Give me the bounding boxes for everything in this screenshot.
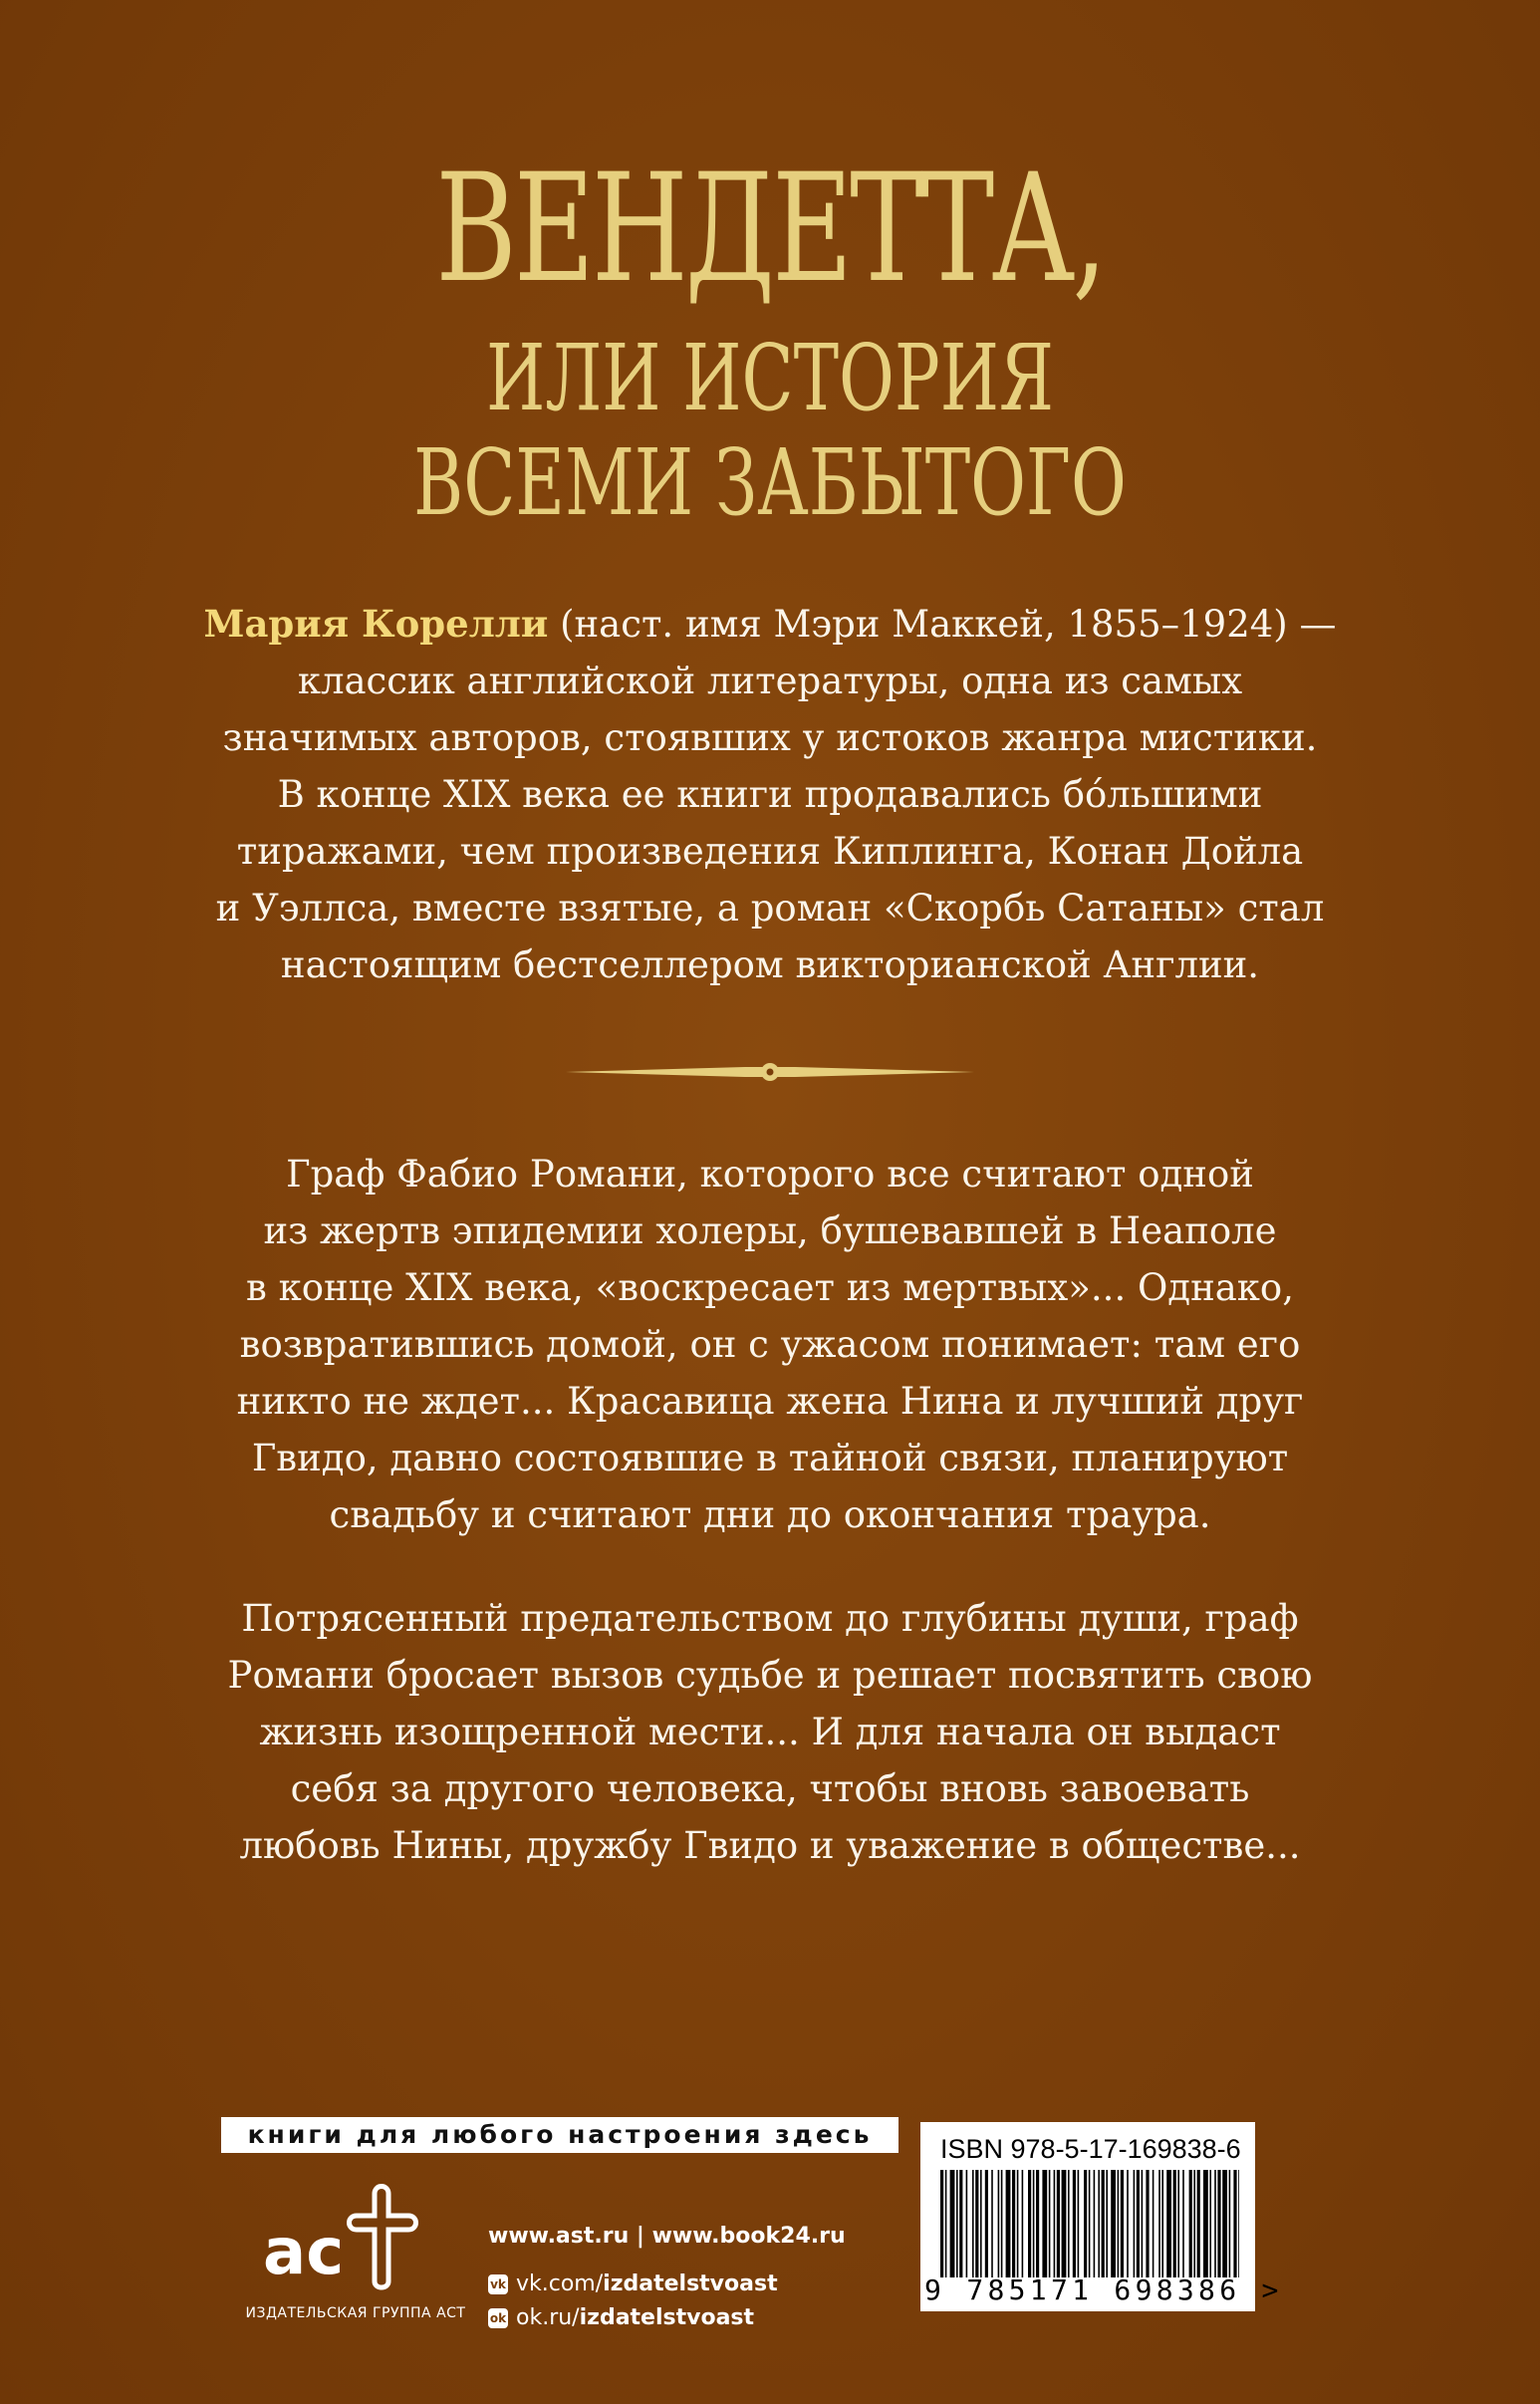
synopsis-line: Романи бросает вызов судьбе и решает посвятить свою — [227, 1654, 1313, 1697]
author-bio — [120, 596, 1420, 993]
barcode-bar — [1073, 2170, 1076, 2277]
barcode-bar — [1062, 2170, 1067, 2277]
ok-icon: ok — [488, 2308, 508, 2328]
barcode-bar — [1084, 2170, 1087, 2277]
synopsis-line: в конце XIX века, «воскресает из мертвых»... Однако, — [246, 1266, 1294, 1309]
barcode-bar — [1177, 2170, 1179, 2277]
barcode-bar — [1137, 2170, 1140, 2277]
barcode-bar — [1006, 2170, 1011, 2277]
barcode-bar — [1173, 2170, 1176, 2277]
publisher-name: ИЗДАТЕЛЬСКАЯ ГРУППА АСТ — [245, 2305, 466, 2321]
barcode-bar — [1054, 2170, 1056, 2277]
barcode-bar — [1033, 2170, 1035, 2277]
barcode-bar — [1203, 2170, 1208, 2277]
ast-logo-icon — [257, 2174, 436, 2293]
synopsis-line: свадьбу и считают дни до окончания траура. — [329, 1493, 1211, 1536]
barcode-bar — [959, 2170, 962, 2277]
barcode-bar — [1049, 2170, 1051, 2277]
title-line-3: ВСЕМИ ЗАБЫТОГО — [413, 429, 1127, 536]
synopsis-paragraph-1 — [120, 1146, 1420, 1543]
svg-text:ac: ac — [263, 2216, 345, 2289]
barcode-bar — [1146, 2170, 1149, 2277]
barcode-bar — [1127, 2170, 1129, 2277]
synopsis-line: никто не ждет... Красавица жена Нина и лучший друг — [236, 1380, 1304, 1423]
author-bio-line: значимых авторов, стоявших у истоков жанра мистики. — [222, 716, 1318, 759]
synopsis-line: Потрясенный предательством до глубины души, граф — [241, 1597, 1299, 1640]
title-line-1: ВЕНДЕТТА, — [435, 142, 1105, 316]
barcode-label — [920, 2122, 1283, 2311]
synopsis-line: любовь Нины, дружбу Гвидо и уважение в обществе... — [239, 1824, 1301, 1867]
barcode-bar — [1068, 2170, 1070, 2277]
slogan-banner: книги для любого настроения здесь — [221, 2117, 898, 2153]
barcode-bar — [966, 2170, 968, 2277]
barcode-bar — [1233, 2170, 1236, 2277]
vk-icon: vk — [488, 2274, 508, 2294]
ornament-divider — [566, 1056, 974, 1088]
author-bio-line: и Уэллса, вместе взятые, а роман «Скорбь Сатаны» стал — [215, 887, 1325, 930]
vk-link[interactable]: vk vk.com/ izdatelstvoast — [488, 2271, 778, 2296]
title-line-2: ИЛИ ИСТОРИЯ — [485, 325, 1055, 431]
barcode-bar — [1238, 2170, 1239, 2277]
barcode-bar — [956, 2170, 958, 2277]
barcode-bar — [1057, 2170, 1060, 2277]
author-bio-line: настоящим бестселлером викторианской Англии. — [280, 943, 1260, 986]
barcode-bar — [1028, 2170, 1031, 2277]
author-name: Мария Корелли — [203, 602, 549, 646]
barcode-bar — [1209, 2170, 1211, 2277]
barcode-bar — [1153, 2170, 1155, 2277]
barcode-bar — [1078, 2170, 1080, 2277]
barcode-digits: 9 785171 698386 > — [924, 2273, 1283, 2306]
barcode-bar — [980, 2170, 982, 2277]
barcode-bar — [1222, 2170, 1227, 2277]
barcode-bar — [1022, 2170, 1024, 2277]
barcode-bar — [975, 2170, 978, 2277]
barcode-bar — [1042, 2170, 1047, 2277]
synopsis-line: Граф Фабио Романи, которого все считают одной — [286, 1153, 1254, 1196]
barcode-bar — [1111, 2170, 1116, 2277]
barcode-bar — [1118, 2170, 1120, 2277]
barcode-bar — [1098, 2170, 1100, 2277]
barcode-icon — [940, 2170, 1239, 2277]
author-bio-line: (наст. имя Мэри Маккей, 1855–1924) — — [548, 603, 1337, 646]
barcode-bar — [991, 2170, 993, 2277]
barcode-bar — [1094, 2170, 1096, 2277]
synopsis-line: себя за другого человека, чтобы вновь завоевать — [290, 1767, 1250, 1810]
barcode-bar — [1217, 2170, 1220, 2277]
barcode-bar — [1001, 2170, 1003, 2277]
barcode-bar — [950, 2170, 955, 2277]
author-bio-line: тиражами, чем произведения Киплинга, Конан Дойла — [236, 830, 1304, 873]
barcode-bar — [1142, 2170, 1144, 2277]
synopsis-line: из жертв эпидемии холеры, бушевавшей в Неаполе — [263, 1209, 1277, 1252]
author-bio-line: классик английской литературы, одна из самых — [297, 660, 1243, 702]
barcode-bar — [985, 2170, 988, 2277]
barcode-bar — [1036, 2170, 1039, 2277]
barcode-bar — [1134, 2170, 1136, 2277]
ok-link[interactable]: ok ok.ru/ izdatelstvoast — [489, 2305, 755, 2330]
barcode-bar — [1189, 2170, 1192, 2277]
barcode-bar — [940, 2170, 943, 2277]
synopsis-paragraph-2 — [120, 1590, 1420, 1874]
barcode-bar — [1121, 2170, 1124, 2277]
barcode-bar — [945, 2170, 947, 2277]
barcode-bar — [998, 2170, 1000, 2277]
barcode-bar — [1158, 2170, 1160, 2277]
barcode-bar — [1197, 2170, 1200, 2277]
website-links[interactable]: www.ast.ru | www.book24.ru — [488, 2224, 846, 2249]
barcode-bar — [1012, 2170, 1015, 2277]
barcode-bar — [1166, 2170, 1171, 2277]
barcode-bar — [1182, 2170, 1184, 2277]
barcode-bar — [1017, 2170, 1019, 2277]
isbn-number: ISBN 978-5-17-169838-6 — [940, 2134, 1241, 2164]
synopsis-line: возвратившись домой, он с ужасом понимает: там его — [239, 1323, 1301, 1366]
barcode-bar — [1102, 2170, 1105, 2277]
barcode-bar — [1089, 2170, 1091, 2277]
barcode-bar — [1106, 2170, 1108, 2277]
barcode-bar — [1193, 2170, 1195, 2277]
synopsis-line: Гвидо, давно состоявшие в тайной связи, планируют — [251, 1437, 1289, 1479]
barcode-bar — [972, 2170, 974, 2277]
synopsis-line: жизнь изощренной мести... И для начала он выдаст — [259, 1711, 1281, 1753]
author-bio-line: В конце XIX века ее книги продавались бо́льшими — [277, 773, 1263, 816]
barcode-bar — [1229, 2170, 1231, 2277]
barcode-bar — [1161, 2170, 1163, 2277]
barcode-bar — [1214, 2170, 1216, 2277]
